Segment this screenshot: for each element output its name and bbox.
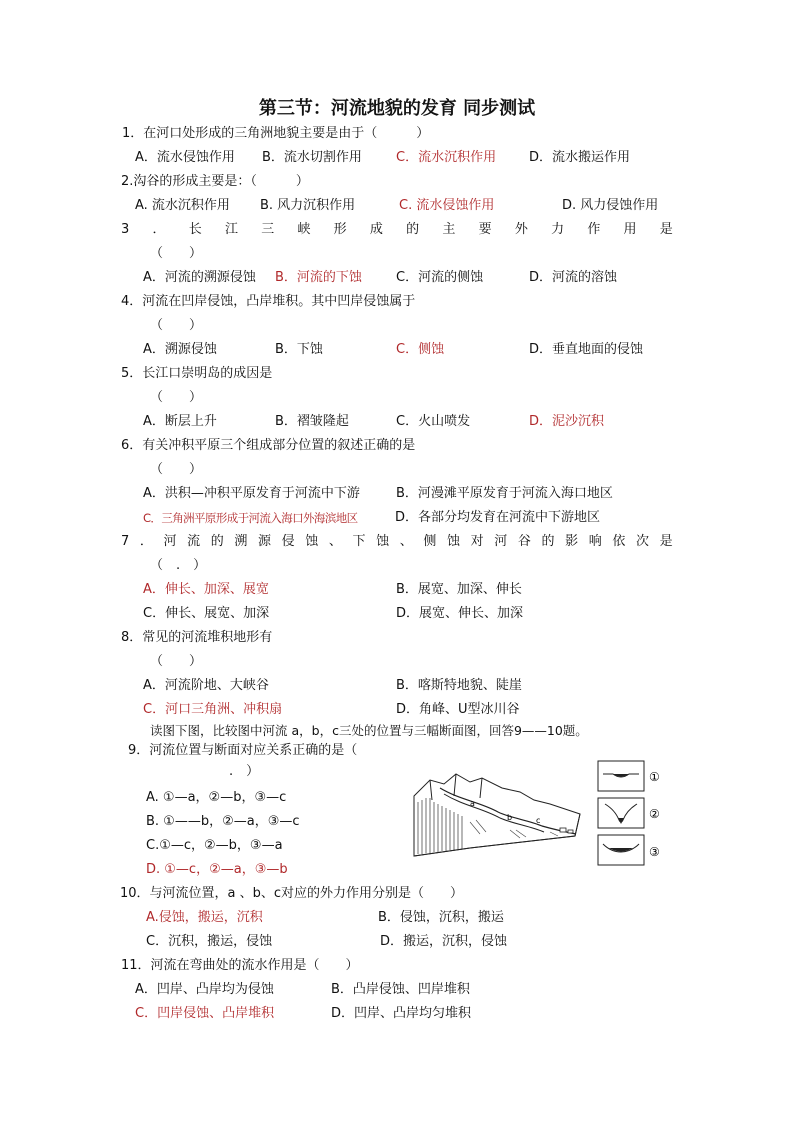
- q8-answer-blank: （ ）: [150, 654, 203, 669]
- cross-section-3: [598, 835, 660, 865]
- q10-option-b: B．侵蚀，沉积，搬运: [378, 910, 504, 925]
- q3-option-c: C．河流的侧蚀: [396, 270, 484, 285]
- q5-answer-blank: （ ）: [150, 390, 203, 405]
- stem-char: 江: [224, 222, 238, 237]
- cross-section-1: [598, 761, 660, 791]
- stem-char: 三: [261, 222, 275, 237]
- stem-char: 依: [612, 534, 626, 549]
- q9-option-b: B. ①——b，②—a，③—c: [146, 814, 300, 829]
- q9-option-d: D. ①—c，②—a，③—b: [146, 862, 288, 877]
- stem-char: 用: [623, 222, 637, 237]
- q7-option-a: A．伸长、加深、展宽: [143, 582, 269, 597]
- q2-option-b: B. 风力沉积作用: [260, 198, 356, 213]
- q10-option-c: C．沉积，搬运，侵蚀: [146, 934, 273, 949]
- stem-char: 源: [258, 534, 272, 549]
- q1-option-c: C．流水沉积作用: [396, 150, 497, 165]
- q4-option-d: D．垂直地面的侵蚀: [529, 342, 644, 357]
- q6-option-d: D．各部分均发育在河流中下游地区: [395, 510, 601, 525]
- stem-char: ．: [139, 534, 153, 549]
- stem-char: 的: [406, 222, 420, 237]
- stem-char: 溯: [234, 534, 248, 549]
- q8-option-b: B．喀斯特地貌、陡崖: [396, 678, 522, 693]
- stem-char: 、: [399, 534, 413, 549]
- river-point-a-label: a: [470, 799, 475, 808]
- stem-char: 外: [514, 222, 528, 237]
- q11-option-d: D．凹岸、凸岸均匀堆积: [331, 1006, 472, 1021]
- q7-answer-blank: （ . ）: [150, 558, 207, 573]
- river-landscape-diagram: [410, 760, 585, 860]
- stem-char: 的: [541, 534, 555, 549]
- stem-char: 7: [121, 534, 130, 549]
- q10-option-a: A.侵蚀，搬运，沉积: [146, 910, 263, 925]
- q4-answer-blank: （ ）: [150, 318, 203, 333]
- stem-char: 对: [470, 534, 484, 549]
- section-3-label: ③: [649, 845, 660, 859]
- q5-option-c: C．火山喷发: [396, 414, 471, 429]
- q1-option-d: D．流水搬运作用: [529, 150, 631, 165]
- stem-char: 蚀: [447, 534, 461, 549]
- q8-option-c: C．河口三角洲、冲积扇: [143, 702, 283, 717]
- q9-stem-continued: . ）: [190, 764, 260, 779]
- q7-option-b: B．展宽、加深、伸长: [396, 582, 522, 597]
- q1-option-b: B．流水切割作用: [262, 150, 362, 165]
- stem-char: 河: [494, 534, 508, 549]
- stem-char: 侧: [423, 534, 437, 549]
- q7-option-d: D．展宽、伸长、加深: [396, 606, 524, 621]
- q11-option-b: B．凸岸侵蚀、凹岸堆积: [331, 982, 470, 997]
- q8-option-d: D．角峰、U型冰川谷: [396, 702, 520, 717]
- q6-option-b: B．河漫滩平原发育于河流入海口地区: [396, 486, 613, 501]
- cross-section-2: [598, 798, 660, 828]
- stem-char: 侵: [281, 534, 295, 549]
- stem-char: 响: [588, 534, 602, 549]
- q3-option-a: A．河流的溯源侵蚀: [143, 270, 256, 285]
- q11-option-c: C．凹岸侵蚀、凸岸堆积: [135, 1006, 275, 1021]
- stem-char: 作: [587, 222, 601, 237]
- question-2-stem: 2.沟谷的形成主要是：（ ）: [121, 174, 309, 189]
- stem-char: 谷: [517, 534, 531, 549]
- stem-char: 下: [352, 534, 366, 549]
- q10-option-d: D．搬运，沉积，侵蚀: [380, 934, 508, 949]
- stem-char: 是: [659, 534, 673, 549]
- stem-char: 蚀: [305, 534, 319, 549]
- q9-option-a: A. ①—a，②—b，③—c: [146, 790, 287, 805]
- river-cross-sections: [597, 760, 667, 868]
- section-2-label: ②: [649, 807, 660, 821]
- stem-char: 成: [369, 222, 383, 237]
- q6-answer-blank: （ ）: [150, 462, 203, 477]
- stem-char: 主: [442, 222, 456, 237]
- question-3-stem: [121, 222, 673, 238]
- stem-char: 河: [163, 534, 177, 549]
- stem-char: 蚀: [376, 534, 390, 549]
- q2-option-d: D. 风力侵蚀作用: [562, 198, 659, 213]
- q4-option-c: C．侧蚀: [396, 342, 445, 357]
- q6-option-c: C．三角洲平原形成于河流入海口外海滨地区: [143, 511, 358, 525]
- q4-option-a: A．溯源侵蚀: [143, 342, 217, 357]
- stem-char: 、: [328, 534, 342, 549]
- q2-option-c: C. 流水侵蚀作用: [399, 198, 495, 213]
- q1-option-a: A．流水侵蚀作用: [135, 150, 235, 165]
- q3-option-d: D．河流的溶蚀: [529, 270, 618, 285]
- stem-char: 3: [121, 222, 130, 237]
- river-point-c-label: c: [536, 816, 541, 825]
- question-1-stem: 1．在河口处形成的三角洲地貌主要是由于（ ）: [122, 126, 430, 141]
- question-9-stem: 9．河流位置与断面对应关系正确的是（: [128, 743, 358, 758]
- stem-char: 长: [188, 222, 202, 237]
- q9-option-c: C.①—c，②—b，③—a: [146, 838, 283, 853]
- section-1-label: ①: [649, 770, 660, 784]
- stem-char: 的: [210, 534, 224, 549]
- figure-instruction: 读图下图，比较图中河流 a，b，c三处的位置与三幅断面图，回答9——10题。: [150, 723, 588, 738]
- question-11-stem: 11．河流在弯曲处的流水作用是（ ）: [121, 958, 359, 973]
- stem-char: 是: [659, 222, 673, 237]
- stem-char: 要: [478, 222, 492, 237]
- question-10-stem: 10．与河流位置，a 、b、c对应的外力作用分别是（ ）: [120, 886, 464, 901]
- q8-option-a: A．河流阶地、大峡谷: [143, 678, 269, 693]
- stem-char: ．: [152, 222, 166, 237]
- stem-char: 流: [187, 534, 201, 549]
- q7-option-c: C．伸长、展宽、加深: [143, 606, 270, 621]
- q4-option-b: B．下蚀: [275, 342, 323, 357]
- q5-option-b: B．褶皱隆起: [275, 414, 349, 429]
- question-7-stem: [121, 534, 673, 550]
- q6-option-a: A．洪积—冲积平原发育于河流中下游: [143, 486, 360, 501]
- question-4-stem: 4．河流在凹岸侵蚀，凸岸堆积。其中凹岸侵蚀属于: [121, 294, 416, 309]
- stem-char: 形: [333, 222, 347, 237]
- stem-char: 影: [565, 534, 579, 549]
- question-6-stem: 6．有关冲积平原三个组成部分位置的叙述正确的是: [121, 438, 416, 453]
- stem-char: 次: [636, 534, 650, 549]
- page-title: 第三节：河流地貌的发育 同步测试: [258, 98, 536, 119]
- q5-option-d: D．泥沙沉积: [529, 414, 605, 429]
- q3-answer-blank: （ ）: [150, 246, 203, 261]
- q2-option-a: A. 流水沉积作用: [135, 198, 230, 213]
- stem-char: 峡: [297, 222, 311, 237]
- question-8-stem: 8．常见的河流堆积地形有: [121, 630, 273, 645]
- q5-option-a: A．断层上升: [143, 414, 217, 429]
- q11-option-a: A．凹岸、凸岸均为侵蚀: [135, 982, 274, 997]
- q3-option-b: B．河流的下蚀: [275, 270, 362, 285]
- river-point-b-label: b: [507, 813, 513, 822]
- question-5-stem: 5．长江口崇明岛的成因是: [121, 366, 273, 381]
- stem-char: 力: [551, 222, 565, 237]
